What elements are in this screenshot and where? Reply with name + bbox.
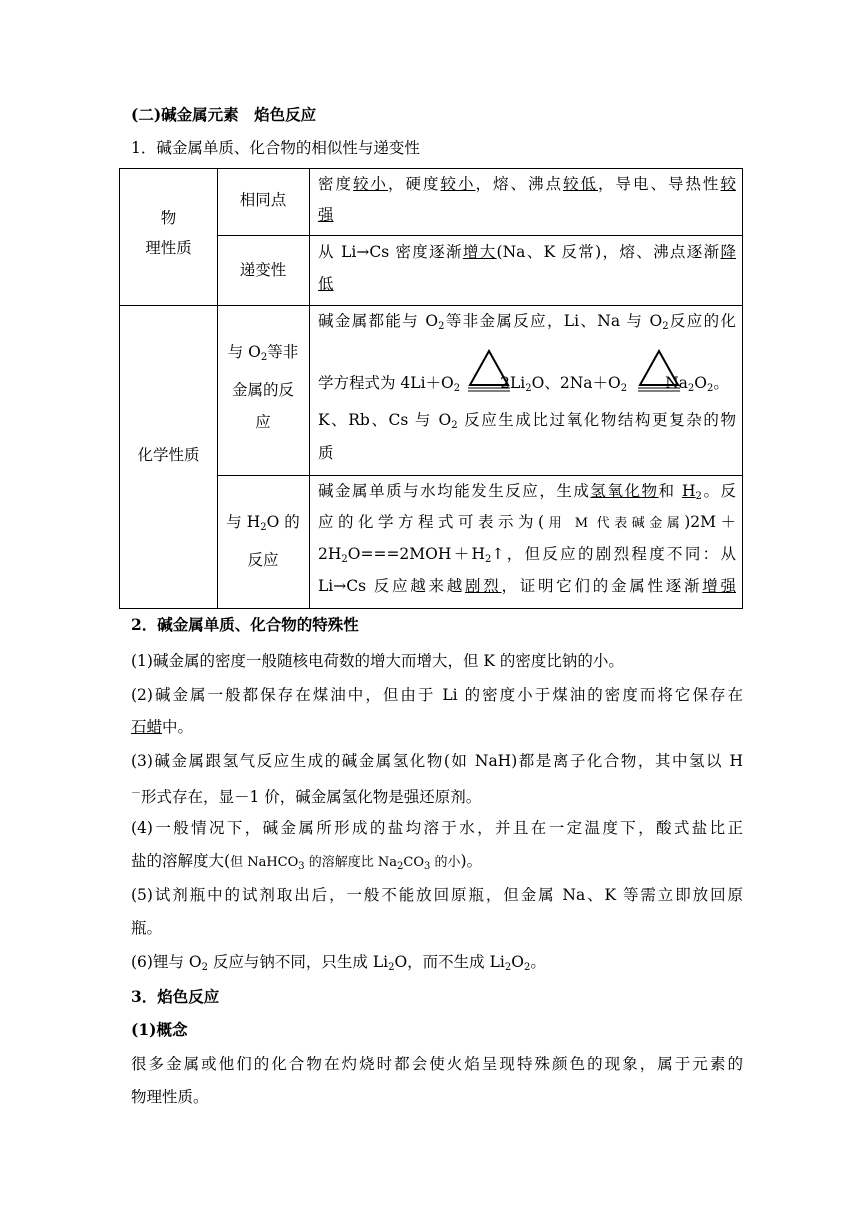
heat-triangle-icon — [466, 349, 512, 393]
h2o-label: 与 $H_2O$ 的 反应 — [226, 513, 300, 569]
paragraph-2-2-line1: (2)碱金属一般都保存在煤油中，但由于 Li 的密度小于煤油的密度而将它保存在 — [131, 686, 744, 704]
paragraph-2-4-line2: 盐的溶解度大(但 NaHCO$_3$ 的溶解度比 $Na_2CO_3$ 的小)。 — [131, 852, 483, 872]
trend-text-line1: 从 Li→Cs 密度逐渐增大(Na、K 反常)，熔、沸点逐渐降 — [318, 243, 736, 261]
h2o-text-line1: 碱金属单质与水均能发生反应，生成氢氧化物和 $H_2$。反 — [318, 482, 736, 502]
o2-text-line2: 学方程式为 $4Li+O_2$ $2Li_2O$、$2Na+O_2$ $Na_2O_2$。 — [318, 374, 729, 394]
section-3-subtitle: (1)概念 — [131, 1020, 188, 1039]
trend-text-line2: 低 — [318, 275, 334, 293]
physical-label: 物 理性质 — [145, 209, 192, 257]
o2-label: 与 $O_2$等非 金属的反 应 — [227, 343, 299, 431]
paragraph-2-6: (6)锂与 $O_2$ 反应与钠不同，只生成 $Li_2O$，而不生成 $Li_2O_2$。 — [131, 953, 546, 973]
h2o-text-line4: Li→Cs 反应越来越剧烈，证明它们的金属性逐渐增强 — [318, 577, 736, 595]
paragraph-3-1-line2: 物理性质。 — [131, 1088, 209, 1106]
trend-label: 递变性 — [239, 261, 287, 279]
paragraph-2-5-line1: (5)试剂瓶中的试剂取出后，一般不能放回原瓶，但金属 Na、K 等需立即放回原 — [131, 886, 743, 904]
paragraph-2-3-line2: －形式存在，显－1 价，碱金属氢化物是强还原剂。 — [131, 788, 482, 806]
section-heading: (二)碱金属元素 焰色反应 — [131, 105, 317, 124]
same-label: 相同点 — [239, 191, 287, 209]
h2o-text-line2: 应的化学方程式可表示为(用 M 代表碱金属)2M＋ — [318, 513, 736, 531]
heat-triangle-icon — [636, 349, 682, 393]
paragraph-2-5-line2: 瓶。 — [131, 919, 163, 937]
h2o-text-line3: $2H_2O===2MOH+H_2↑$，但反应的剧烈程度不同：从 — [318, 545, 736, 565]
same-text-line1: 密度较小，硬度较小，熔、沸点较低，导电、导热性较 — [318, 175, 736, 193]
paragraph-2-2-line2: 石蜡中。 — [131, 718, 194, 736]
o2-text-line3: K、Rb、Cs 与 $O_2$ 反应生成比过氧化物结构更复杂的物 — [318, 411, 736, 431]
same-text-line2: 强 — [318, 206, 334, 224]
paragraph-3-1-line1: 很多金属或他们的化合物在灼烧时都会使火焰呈现特殊颜色的现象，属于元素的 — [131, 1055, 743, 1073]
o2-text-line4: 质 — [318, 444, 334, 462]
section-3-title: 3．焰色反应 — [131, 987, 220, 1006]
o2-text-line1: 碱金属都能与 $O_2$等非金属反应，Li、Na 与 $O_2$反应的化 — [318, 312, 736, 332]
chemical-label: 化学性质 — [137, 446, 200, 464]
properties-table — [119, 168, 743, 609]
paragraph-2-4-line1: (4)一般情况下，碱金属所形成的盐均溶于水，并且在一定温度下，酸式盐比正 — [131, 819, 743, 837]
section-2-title: 2．碱金属单质、化合物的特殊性 — [131, 615, 359, 634]
section-1-title: 1．碱金属单质、化合物的相似性与递变性 — [131, 139, 420, 157]
paragraph-2-1: (1)碱金属的密度一般随核电荷数的增大而增大，但 K 的密度比钠的小。 — [131, 652, 624, 670]
paragraph-2-3-line1: (3)碱金属跟氢气反应生成的碱金属氢化物(如 NaH)都是离子化合物，其中氢以 H — [131, 752, 743, 770]
